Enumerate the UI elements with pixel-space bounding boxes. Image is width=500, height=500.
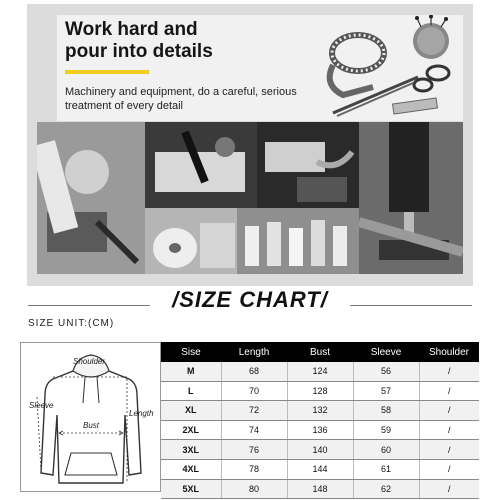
table-row xyxy=(161,479,479,499)
column-header-bust: Bust xyxy=(287,342,353,362)
hoodie-measurement-diagram xyxy=(20,342,161,492)
cell-sleeve: 61 xyxy=(353,459,419,479)
cell-shoulder: / xyxy=(419,381,479,401)
cell-shoulder: / xyxy=(419,420,479,440)
cell-bust: 144 xyxy=(287,459,353,479)
diagram-label-shoulder: Shoulder xyxy=(73,357,106,366)
subtitle: Machinery and equipment, do a careful, serious treatment of every detail xyxy=(65,86,297,112)
cell-length: 68 xyxy=(221,362,287,381)
cell-bust: 124 xyxy=(287,362,353,381)
cell-size: M xyxy=(161,362,221,381)
headline: Work hard and pour into details xyxy=(65,19,213,62)
diagram-label-length: Length xyxy=(129,409,154,418)
table-row xyxy=(161,401,479,421)
cell-length: 74 xyxy=(221,420,287,440)
cell-bust: 140 xyxy=(287,440,353,460)
column-header-sleeve: Sleeve xyxy=(353,342,419,362)
photo-cutting xyxy=(145,122,257,208)
column-header-size: Sise xyxy=(161,342,221,362)
cell-sleeve: 62 xyxy=(353,479,419,499)
heading-rule-left xyxy=(28,305,150,306)
cell-sleeve: 60 xyxy=(353,440,419,460)
cell-sleeve: 58 xyxy=(353,401,419,421)
cell-bust: 136 xyxy=(287,420,353,440)
cell-length: 76 xyxy=(221,440,287,460)
table-row xyxy=(161,440,479,460)
cell-size: XL xyxy=(161,401,221,421)
table-row xyxy=(161,362,479,381)
cell-sleeve: 56 xyxy=(353,362,419,381)
photo-sewing-machine xyxy=(359,122,463,274)
cell-shoulder: / xyxy=(419,479,479,499)
cell-bust: 132 xyxy=(287,401,353,421)
sewing-tools-illustration xyxy=(313,15,463,121)
diagram-label-sleeve: Sleeve xyxy=(29,401,54,410)
cell-length: 70 xyxy=(221,381,287,401)
size-chart-title: /SIZE CHART/ xyxy=(172,287,328,312)
photo-sewing-hands xyxy=(257,122,359,208)
table-row xyxy=(161,420,479,440)
cell-shoulder: / xyxy=(419,362,479,381)
heading-rule-right xyxy=(350,305,472,306)
cell-bust: 128 xyxy=(287,381,353,401)
table-header-row xyxy=(161,342,479,362)
cell-size: L xyxy=(161,381,221,401)
cell-length: 78 xyxy=(221,459,287,479)
cell-bust: 148 xyxy=(287,479,353,499)
cell-size: 2XL xyxy=(161,420,221,440)
column-header-shoulder: Shoulder xyxy=(419,342,479,362)
table-row xyxy=(161,381,479,401)
table-row xyxy=(161,459,479,479)
cell-sleeve: 59 xyxy=(353,420,419,440)
cell-shoulder: / xyxy=(419,440,479,460)
photo-fabric-tools xyxy=(37,122,145,274)
size-unit-label: SIZE UNIT:(CM) xyxy=(28,318,115,329)
craftsmanship-panel xyxy=(27,4,473,286)
column-header-length: Length xyxy=(221,342,287,362)
diagram-label-bust: Bust xyxy=(83,421,100,430)
cell-shoulder: / xyxy=(419,459,479,479)
size-table xyxy=(161,342,479,499)
cell-sleeve: 57 xyxy=(353,381,419,401)
cell-size: 3XL xyxy=(161,440,221,460)
cell-shoulder: / xyxy=(419,401,479,421)
cell-size: 4XL xyxy=(161,459,221,479)
cell-size: 5XL xyxy=(161,479,221,499)
cell-length: 72 xyxy=(221,401,287,421)
photo-thread-spools xyxy=(237,208,359,274)
accent-bar xyxy=(65,70,149,74)
headline-card xyxy=(57,15,313,121)
cell-length: 80 xyxy=(221,479,287,499)
photo-fabric-rolls xyxy=(145,208,237,274)
